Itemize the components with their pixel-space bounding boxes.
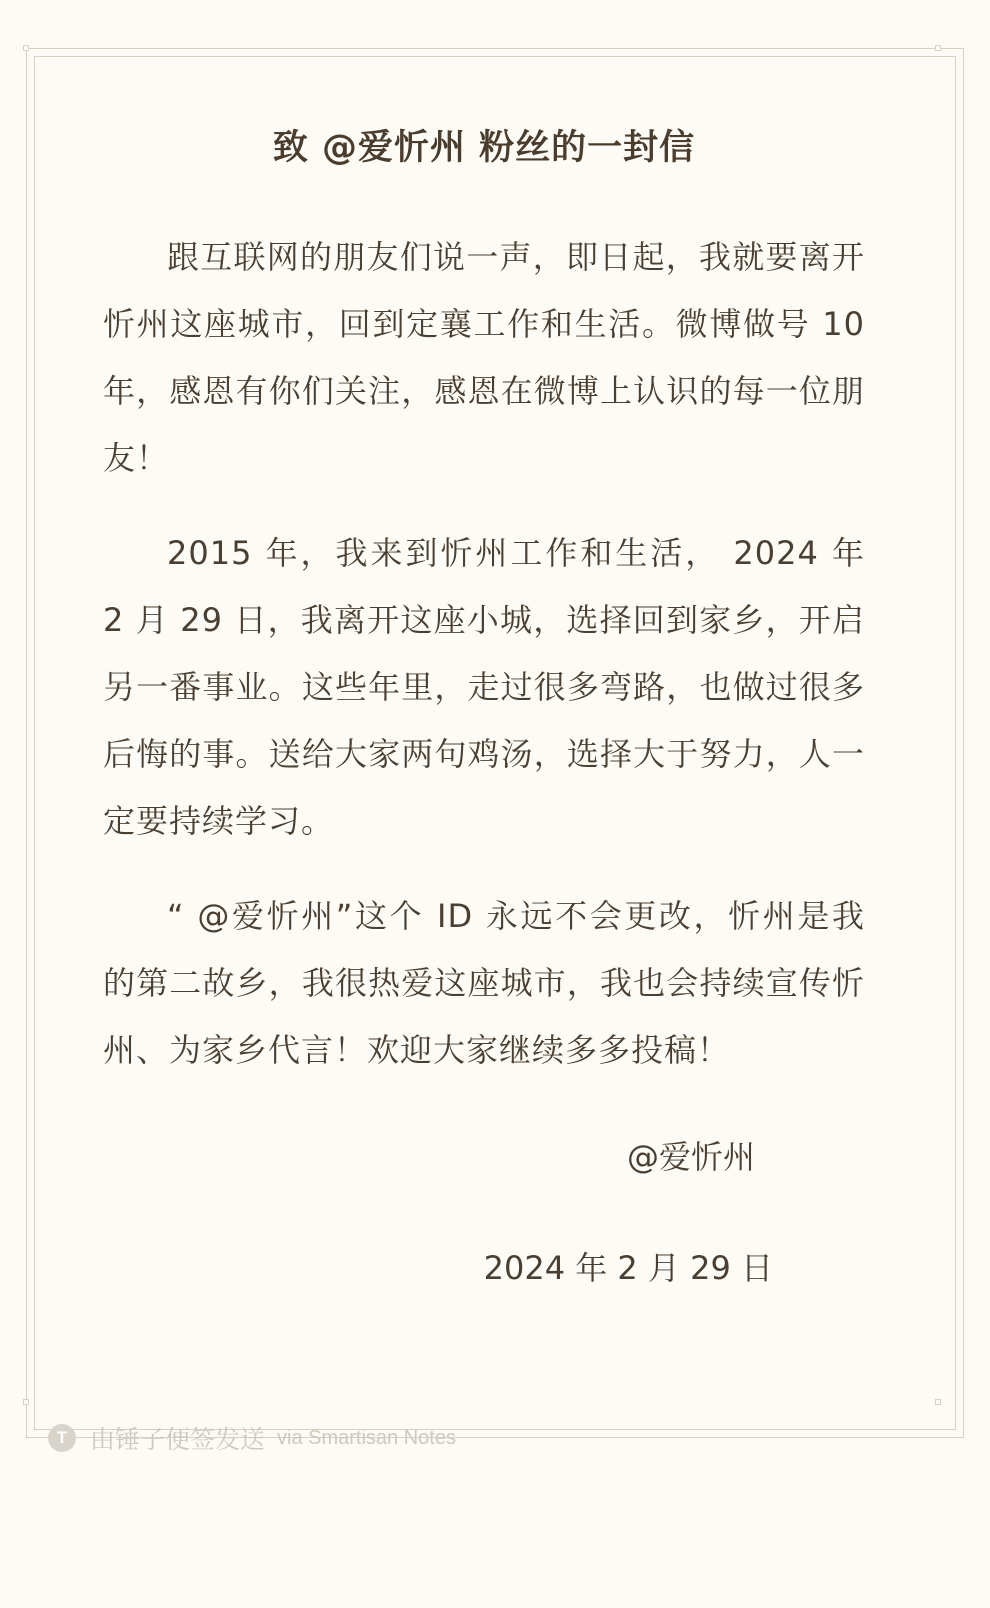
letter-paragraph-1: 跟互联网的朋友们说一声，即日起，我就要离开忻州这座城市，回到定襄工作和生活。微博做号 10 年，感恩有你们关注，感恩在微博上认识的每一位朋友！ (103, 238, 865, 477)
frame-corner-bottom-left (23, 1399, 29, 1405)
footer-via: via Smartisan Notes (277, 1426, 456, 1449)
letter-body (103, 112, 865, 1302)
letter-signature: @爱忻州 (626, 1138, 755, 1176)
footer (48, 1420, 456, 1456)
frame-corner-top-right (935, 45, 941, 51)
footer-sent-by: 由锤子便签发送 (90, 1425, 266, 1454)
letter-title: 致 @爱忻州 粉丝的一封信 (272, 128, 696, 168)
letter-paragraph-2: 2015 年，我来到忻州工作和生活， 2024 年 2 月 29 日，我离开这座小城，选择回到家乡，开启另一番事业。这些年里，走过很多弯路，也做过很多后悔的事。送给大家两句鸡汤，选择大于努力，人一定要持续学习。 (103, 534, 865, 840)
frame-corner-bottom-right (935, 1399, 941, 1405)
frame-corner-top-left (23, 45, 29, 51)
letter-paragraph-3: “ @爱忻州”这个 ID 永远不会更改，忻州是我的第二故乡，我很热爱这座城市，我也会持续宣传忻州、为家乡代言！欢迎大家继续多多投稿！ (103, 897, 865, 1069)
smartisan-notes-icon: T (48, 1424, 76, 1452)
letter-date: 2024 年 2 月 29 日 (483, 1249, 773, 1287)
